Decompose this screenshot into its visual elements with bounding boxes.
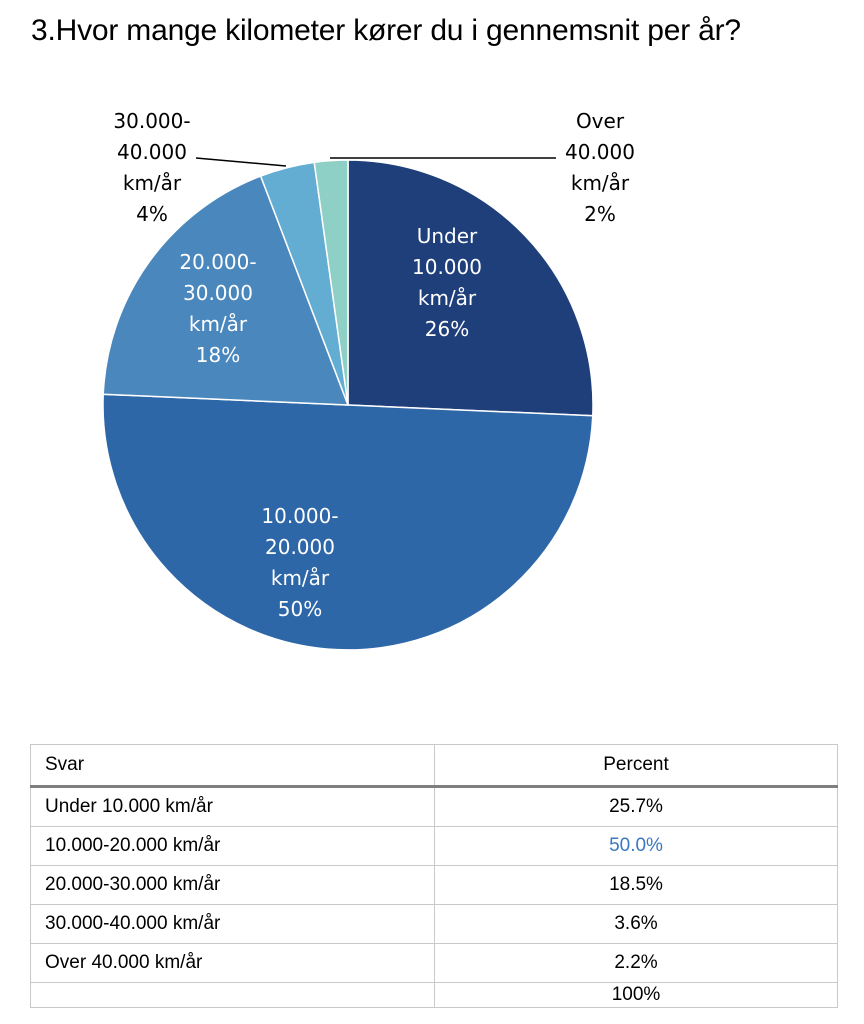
- total-row: [31, 983, 838, 1008]
- percent-cell: 18.5%: [435, 866, 838, 905]
- results-table: [30, 744, 838, 1008]
- slice-label-line: 4%: [136, 202, 168, 226]
- slice-label-line: km/år: [270, 566, 330, 590]
- slice-label-line: km/år: [188, 312, 248, 336]
- slice-label-line: 30.000: [183, 281, 253, 305]
- pie-slice: [103, 394, 593, 650]
- slice-label-line: 20.000-: [179, 250, 257, 274]
- table-row: [31, 905, 838, 944]
- table-row: [31, 787, 838, 827]
- slice-label-line: 2%: [584, 202, 616, 226]
- answer-cell: Under 10.000 km/år: [31, 787, 435, 827]
- leader-line: [196, 158, 286, 166]
- answer-cell: Over 40.000 km/år: [31, 944, 435, 983]
- answer-cell: 30.000-40.000 km/år: [31, 905, 435, 944]
- slice-label-line: km/år: [122, 171, 182, 195]
- slice-label-line: 20.000: [265, 535, 335, 559]
- percent-cell-highlighted: 50.0%: [435, 827, 838, 866]
- slice-label-line: 26%: [424, 317, 470, 341]
- slice-label-line: 40.000: [565, 140, 635, 164]
- table-row: [31, 944, 838, 983]
- slice-label-line: 40.000: [117, 140, 187, 164]
- percent-cell: 2.2%: [435, 944, 838, 983]
- slice-label-line: 10.000: [412, 255, 482, 279]
- table-header-row: [31, 745, 838, 787]
- table-row: [31, 866, 838, 905]
- slice-label-line: Over: [575, 109, 625, 133]
- table-row: [31, 827, 838, 866]
- slice-label: [113, 109, 190, 226]
- column-header-percent: Percent: [435, 745, 838, 787]
- percent-cell: 25.7%: [435, 787, 838, 827]
- slice-label: [565, 109, 635, 226]
- slice-label-line: Under: [416, 224, 478, 248]
- total-percent-cell: 100%: [435, 983, 838, 1008]
- slice-label-line: 18%: [195, 343, 241, 367]
- column-header-answer: Svar: [31, 745, 435, 787]
- slice-label-line: 30.000-: [113, 109, 191, 133]
- slice-label-line: 50%: [277, 597, 323, 621]
- answer-cell: 10.000-20.000 km/år: [31, 827, 435, 866]
- chart-title: 3.Hvor mange kilometer kører du i gennemsnit per år?: [31, 14, 741, 47]
- total-label-cell: [31, 983, 435, 1008]
- slice-label-line: km/år: [570, 171, 630, 195]
- slice-label-line: km/år: [417, 286, 477, 310]
- percent-cell: 3.6%: [435, 905, 838, 944]
- slice-label-line: 10.000-: [261, 504, 339, 528]
- answer-cell: 20.000-30.000 km/år: [31, 866, 435, 905]
